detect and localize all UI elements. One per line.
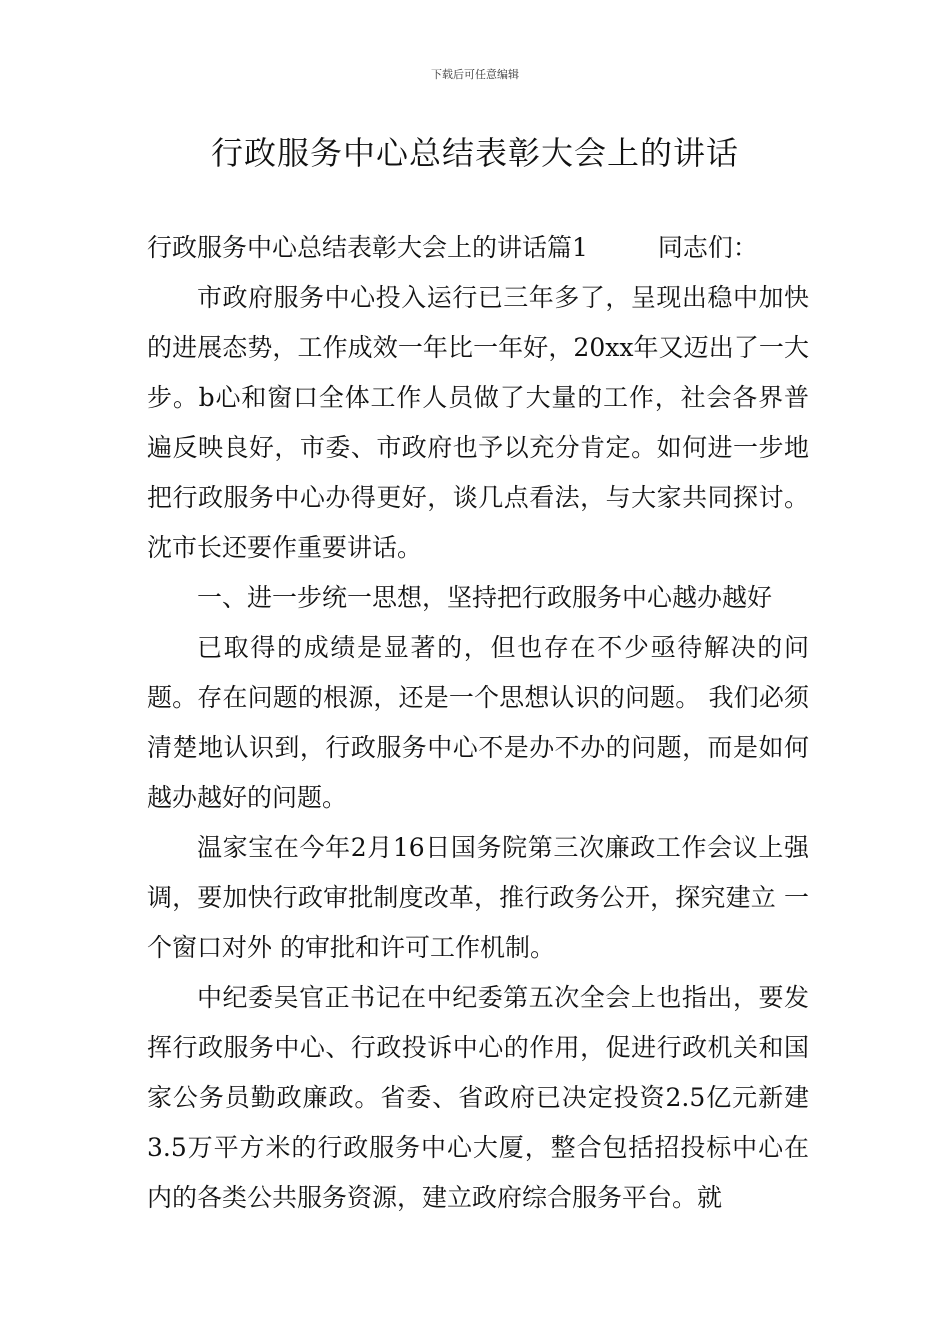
section-heading-1: 一、进一步统一思想，坚持把行政服务中心越办越好 — [197, 583, 773, 612]
salutation: 同志们： — [657, 233, 758, 262]
paragraph-2: 已取得的成绩是显著的，但也存在不少亟待解决的问题。存在问题的根源，还是一个思想认识的问题。 我们必须清楚地认识到，行政服务中心不是办不办的问题，而是如何越办越好的问题。 — [147, 633, 809, 812]
document-body — [147, 223, 809, 1223]
paragraph-4: 中纪委吴官正书记在中纪委第五次全会上也指出，要发挥行政服务中心、行政投诉中心的作用，促进行政机关和国家公务员勤政廉政。省委、省政府已决定投资2.5亿元新建3.5万平方米的行政服务中心大厦，整合包括招投标中心在内的各类公共服务资源，建立政府综合服务平台。就 — [147, 983, 809, 1212]
header-note: 下载后可任意编辑 — [431, 68, 519, 81]
paragraph-3: 温家宝在今年2月16日国务院第三次廉政工作会议上强调，要加快行政审批制度改革，推行政务公开，探究建立 一个窗口对外 的审批和许可工作机制。 — [147, 833, 809, 962]
paragraph-1: 市政府服务中心投入运行已三年多了，呈现出稳中加快的进展态势，工作成效一年比一年好，20xx年又迈出了一大步。b心和窗口全体工作人员做了大量的工作，社会各界普遍反映良好，市委、市政府也予以充分肯定。如何进一步地把行政服务中心办得更好，谈几点看法，与大家共同探讨。沈市长还要作重要讲话。 — [147, 283, 809, 562]
intro-line — [147, 223, 809, 273]
document-title: 行政服务中心总结表彰大会上的讲话 — [210, 134, 739, 172]
section-heading: 行政服务中心总结表彰大会上的讲话篇1 — [147, 233, 588, 262]
